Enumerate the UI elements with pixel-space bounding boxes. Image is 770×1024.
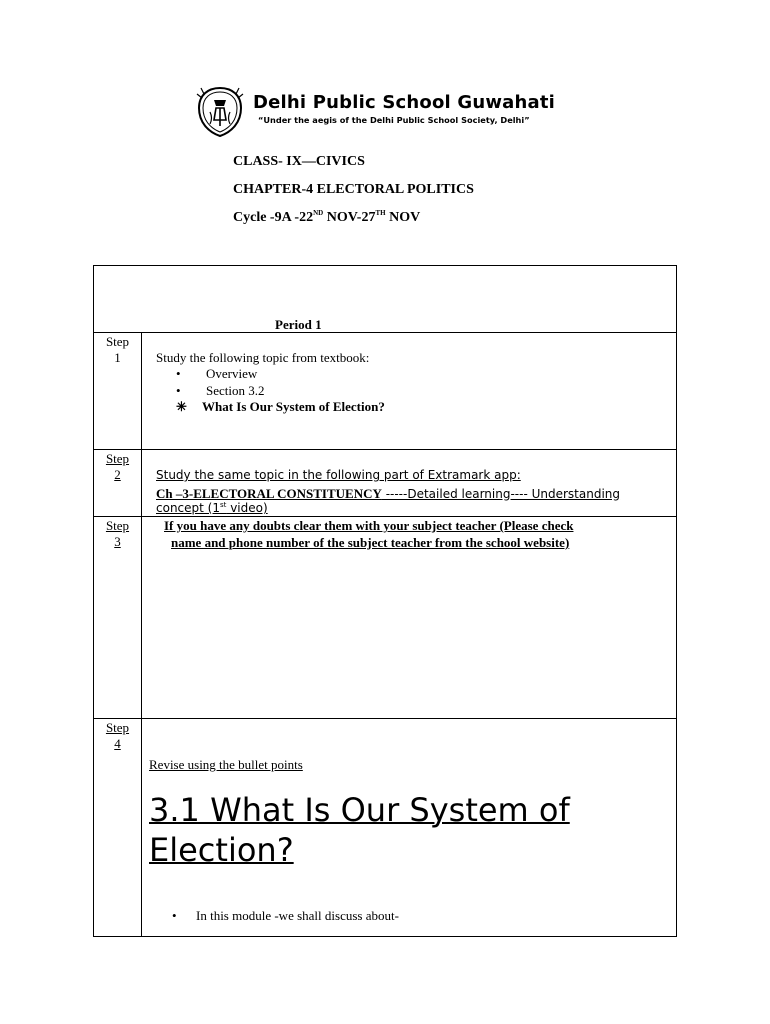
class-line: CLASS- IX—CIVICS (233, 154, 365, 169)
cycle-suffix: NOV (385, 210, 421, 225)
period-title: Period 1 (275, 317, 322, 332)
step-1-label: Step 1 (105, 334, 130, 365)
row-divider (93, 718, 677, 719)
column-divider (141, 332, 142, 936)
row-divider (93, 516, 677, 517)
step-1-intro: Study the following topic from textbook: (156, 350, 370, 365)
cycle-mid: NOV-27 (323, 210, 376, 225)
list-item: ✳ What Is Our System of Election? (176, 399, 385, 414)
step-3-line-1: If you have any doubts clear them with your subject teacher (Please check (164, 518, 574, 533)
chapter-line: CHAPTER-4 ELECTORAL POLITICS (233, 182, 474, 197)
list-item: • Overview (176, 366, 258, 381)
bullet-icon: • (176, 366, 181, 381)
cycle-sup-nd: ND (313, 209, 324, 217)
row-divider (93, 449, 677, 450)
school-logo (196, 86, 244, 138)
step-3-line-2: name and phone number of the subject teacher from the school website) (171, 535, 570, 550)
cycle-sup-th: TH (375, 209, 386, 217)
bullet-icon: • (172, 908, 177, 923)
step-1-topic-list (176, 366, 385, 416)
step-4-label: Step 4 (105, 720, 130, 751)
step-3-label: Step 3 (105, 518, 130, 549)
cycle-line (233, 210, 420, 226)
list-item: • Section 3.2 (176, 382, 265, 398)
step-2-label: Step 2 (105, 451, 130, 482)
row-divider (93, 332, 677, 333)
cycle-prefix: Cycle -9A -22 (233, 210, 314, 225)
step-2-line-2: Ch –3-ELECTORAL CONSTITUENCY -----Detailed learning---- Understanding (156, 486, 621, 501)
step-4-bullet: • In this module -we shall discuss about- (172, 908, 399, 923)
star-bullet-icon: ✳ (176, 399, 187, 414)
school-name: Delhi Public School Guwahati (253, 92, 556, 113)
school-tagline: “Under the aegis of the Delhi Public School Society, Delhi” (258, 115, 530, 125)
step-2-line-3: concept (1st video) (156, 501, 268, 515)
bullet-icon: • (176, 382, 181, 398)
step-4-revise-note: Revise using the bullet points (149, 757, 303, 772)
section-heading: 3.1 What Is Our System of Election? (149, 791, 570, 869)
step-2-line-1: Study the same topic in the following part of Extramark app: (156, 468, 521, 482)
